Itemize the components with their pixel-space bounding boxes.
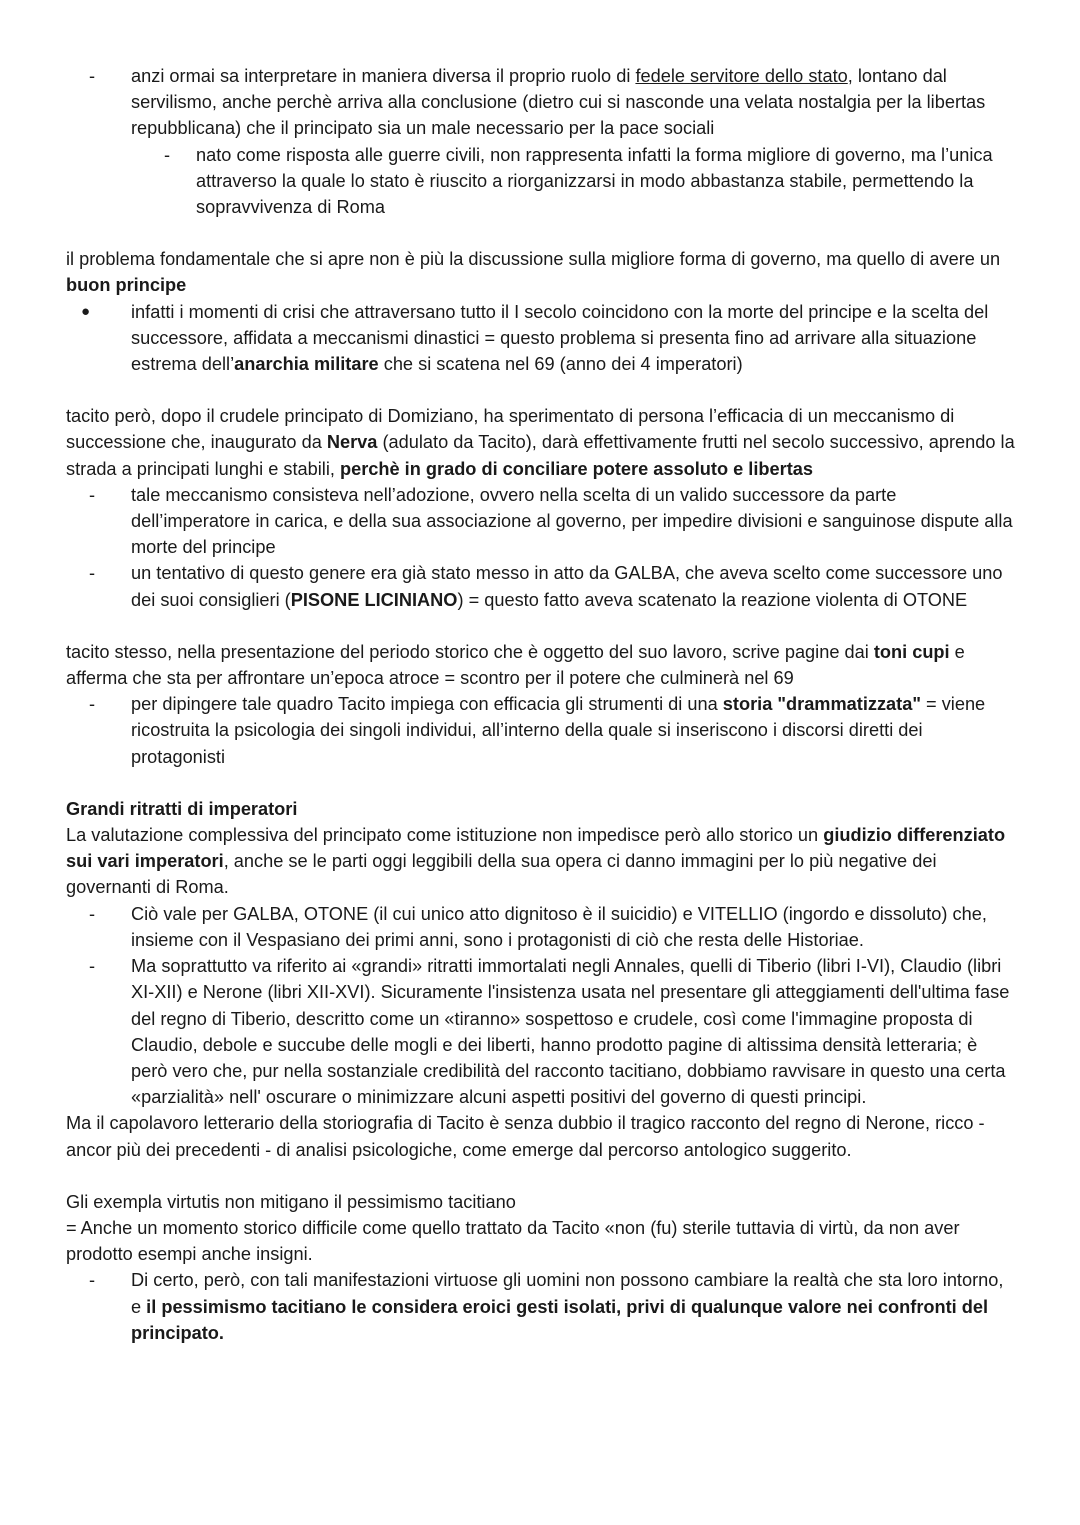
paragraph bbox=[66, 1189, 1016, 1215]
text-run: , lontano dal servilismo, anche perchè arriva alla conclusione (dietro cui si nasconde una velata nostalgia per la libertas repubblicana) che il principato sia un male necessario per la pace sociali bbox=[131, 66, 986, 139]
list-dash-marker: - bbox=[89, 66, 96, 86]
text-run: Ma il capolavoro letterario della storiografia di Tacito è senza dubbio il tragico racconto del regno di Nerone, ricco - ancor più dei precedenti - di analisi psicologiche, come emerge dal percorso antologico suggerito. bbox=[66, 1113, 985, 1160]
document-page bbox=[66, 63, 1016, 1346]
paragraph bbox=[66, 1110, 1016, 1162]
bold-text: buon principe bbox=[66, 275, 187, 296]
text-run: Gli exempla virtutis non mitigano il pessimismo tacitiano bbox=[66, 1191, 516, 1212]
list-item bbox=[66, 299, 1016, 378]
text-run: Di certo, però, con tali manifestazioni virtuose gli uomini non possono cambiare la realtà che sta loro intorno, e bbox=[131, 1270, 1004, 1317]
paragraph bbox=[66, 403, 1016, 482]
text-run: , anche se le parti oggi leggibili della sua opera ci danno immagini per lo più negative dei governanti di Roma. bbox=[66, 851, 937, 898]
paragraph-spacer bbox=[66, 1163, 1016, 1189]
text-run: tacito però, dopo il crudele principato di Domiziano, ha sperimentato di persona l’efficacia di un meccanismo di successione che, inaugurato da bbox=[66, 406, 955, 453]
text-run: infatti i momenti di crisi che attraversano tutto il I secolo coincidono con la morte del principe e la scelta del successore, affidata a meccanismi dinastici = questo problema si presenta fino ad arrivare alla situazione estrema dell’ bbox=[131, 301, 989, 375]
text-run: Ciò vale per GALBA, OTONE (il cui unico atto dignitoso è il suicidio) e VITELLIO (ingordo e dissoluto) che, insieme con il Vespasiano dei primi anni, sono i protagonisti di ciò che resta delle Historiae. bbox=[131, 903, 987, 950]
list-item bbox=[66, 953, 1016, 1110]
bold-text: anarchia militare bbox=[234, 354, 379, 375]
paragraph bbox=[66, 246, 1016, 298]
text-run: tale meccanismo consisteva nell’adozione, ovvero nella scelta di un valido successore da parte dell’imperatore in carica, e della sua associazione al governo, per impedire divisioni e sanguinose dispute alla morte del principe bbox=[131, 484, 1013, 558]
list-dash-marker: - bbox=[89, 484, 96, 505]
text-run: Ma soprattutto va riferito ai «grandi» ritratti immortalati negli Annales, quelli di Tiberio (libri I-VI), Claudio (libri XI-XII) e Nerone (libri XII-XVI). Sicuramente l'insistenza usata nel presentare gli atteggiamenti dell'ultima fase del regno di Tiberio, descritto come un «tiranno» sospettoso e crudele, così come l'immagine proposta di Claudio, debole e succube delle mogli e dei liberti, hanno prodotto pagine di altissima densità letteraria; è però vero che, pur nella sostanziale credibilità del racconto tacitiano, dobbiamo ravvisare in questo una certa «parzialità» nell' oscurare o minimizzare alcuni aspetti positivi del governo di questi principi. bbox=[131, 956, 1010, 1108]
paragraph-spacer bbox=[66, 770, 1016, 796]
bold-text: toni cupi bbox=[873, 641, 950, 662]
text-run: che si scatena nel 69 (anno dei 4 imperatori) bbox=[378, 354, 743, 375]
text-run: per dipingere tale quadro Tacito impiega con efficacia gli strumenti di una bbox=[131, 694, 723, 715]
list-item bbox=[66, 691, 1016, 770]
list-dash-marker: - bbox=[89, 956, 96, 977]
text-run: tacito stesso, nella presentazione del periodo storico che è oggetto del suo lavoro, scrive pagine dai bbox=[66, 641, 874, 662]
bold-text: perchè in grado di conciliare potere assoluto e libertas bbox=[339, 458, 813, 479]
list-item bbox=[66, 63, 1016, 142]
list-item bbox=[66, 482, 1016, 561]
list-item bbox=[66, 142, 1016, 221]
bold-text: il pessimismo tacitiano le considera eroici gesti isolati, privi di qualunque valore nei confronti del principato. bbox=[131, 1296, 989, 1343]
bold-text: Nerva bbox=[326, 432, 378, 453]
text-run: il problema fondamentale che si apre non è più la discussione sulla migliore forma di governo, ma quello di avere un bbox=[66, 249, 1001, 270]
text-run: nato come risposta alle guerre civili, non rappresenta infatti la forma migliore di governo, ma l’unica attraverso la quale lo stato è riuscito a riorganizzarsi in modo abbastanza stabile, permettendo la sopravvivenza di Roma bbox=[196, 144, 993, 218]
list-item bbox=[66, 560, 1016, 612]
paragraph bbox=[66, 822, 1016, 901]
list-item bbox=[66, 901, 1016, 953]
text-run: = Anche un momento storico difficile come quello trattato da Tacito «non (fu) sterile tuttavia di virtù, da non aver prodotto esempi anche insigni. bbox=[66, 1217, 960, 1265]
text-run: e afferma che sta per affrontare un’epoca atroce = scontro per il potere che culminerà nel 69 bbox=[66, 641, 965, 689]
paragraph-spacer bbox=[66, 220, 1016, 246]
bullet-dot-icon: ● bbox=[81, 302, 91, 320]
text-run: anzi ormai sa interpretare in maniera diversa il proprio ruolo di bbox=[131, 66, 636, 86]
text-run: un tentativo di questo genere era già stato messo in atto da GALBA, che aveva scelto come successore uno dei suoi consiglieri ( bbox=[131, 563, 1003, 610]
bold-text: Grandi ritratti di imperatori bbox=[66, 798, 298, 819]
paragraph bbox=[66, 796, 1016, 822]
list-dash-marker: - bbox=[89, 694, 96, 715]
list-dash-marker: - bbox=[89, 563, 96, 584]
bold-text: giudizio differenziato sui vari imperatori bbox=[66, 825, 1006, 872]
list-dash-marker: - bbox=[164, 144, 171, 165]
text-run: = viene ricostruita la psicologia dei singoli individui, all’interno della quale si inseriscono i discorsi diretti dei protagonisti bbox=[131, 694, 986, 767]
list-dash-marker: - bbox=[89, 1270, 96, 1291]
underlined-text: fedele servitore dello stato bbox=[635, 66, 848, 86]
text-run: (adulato da Tacito), darà effettivamente frutti nel secolo successivo, aprendo la strada a principati lunghi e stabili, bbox=[66, 432, 1015, 479]
list-dash-marker: - bbox=[89, 903, 96, 924]
list-item bbox=[66, 1267, 1016, 1346]
bold-text: storia "drammatizzata" bbox=[722, 694, 921, 715]
text-run: La valutazione complessiva del principato come istituzione non impedisce però allo storico un bbox=[66, 825, 824, 846]
paragraph bbox=[66, 1215, 1016, 1267]
paragraph-spacer bbox=[66, 613, 1016, 639]
bold-text: PISONE LICINIANO bbox=[290, 589, 458, 610]
text-run: ) = questo fatto aveva scatenato la reazione violenta di OTONE bbox=[457, 589, 968, 610]
paragraph bbox=[66, 639, 1016, 691]
paragraph-spacer bbox=[66, 377, 1016, 403]
